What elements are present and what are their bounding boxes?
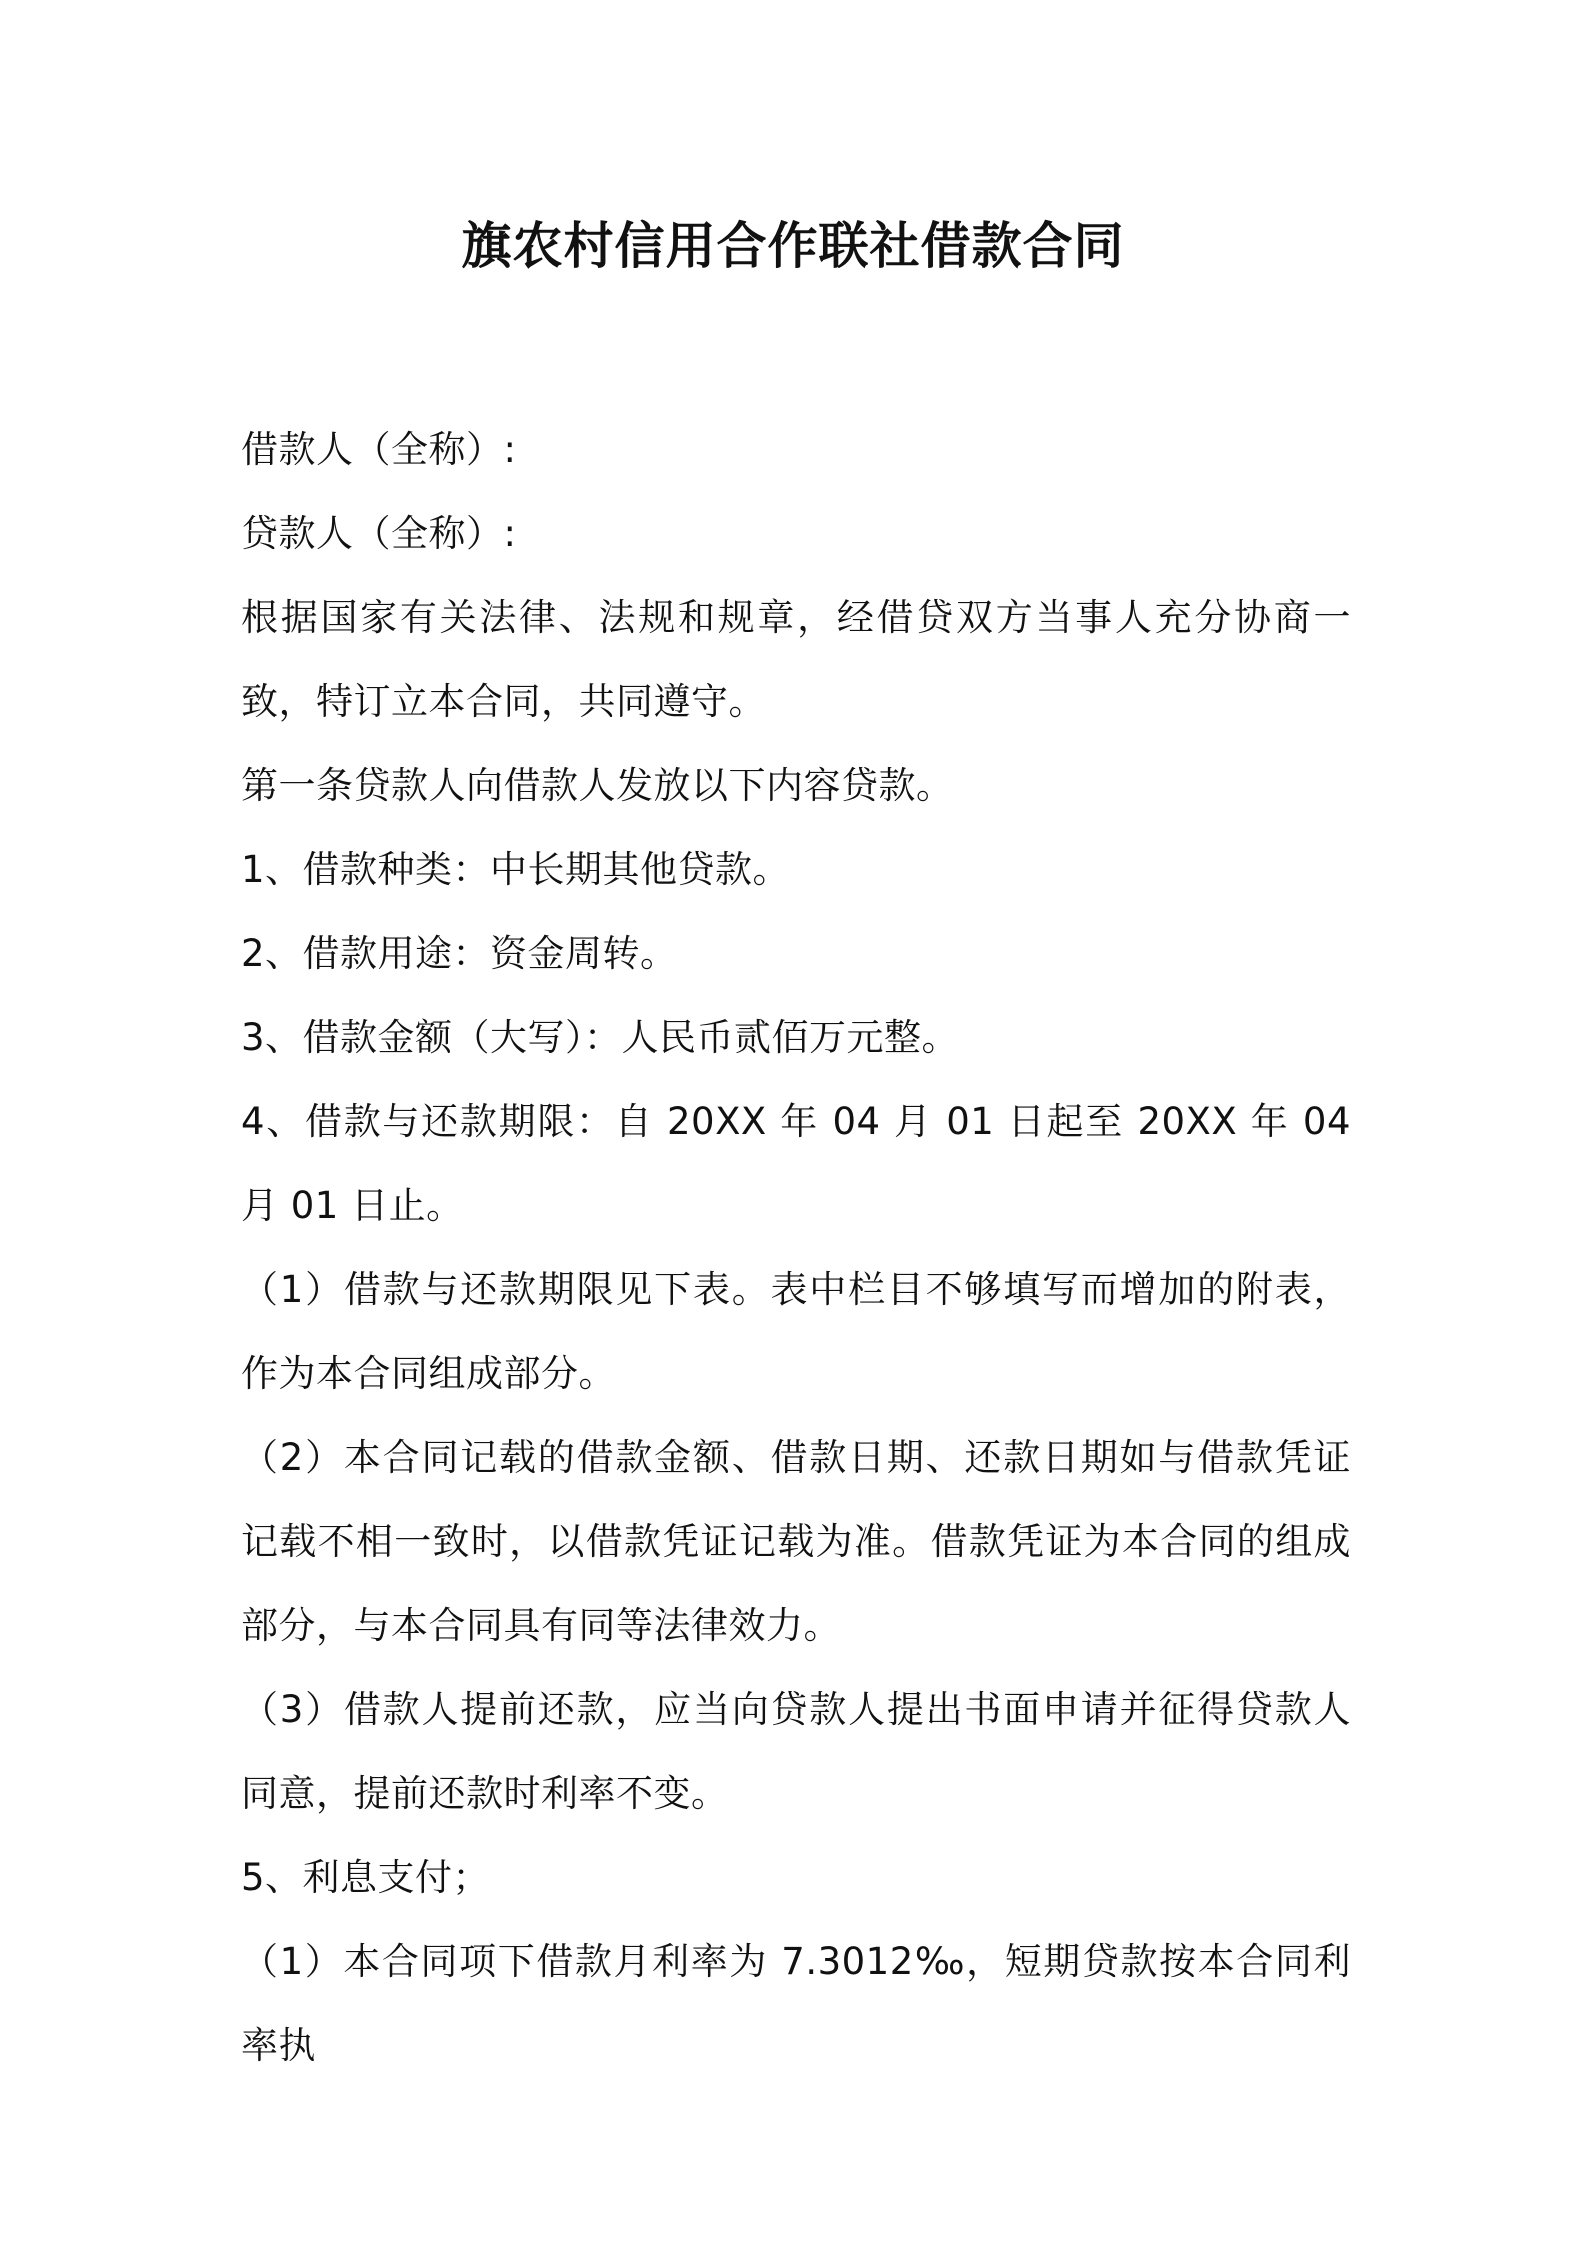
paragraph-article-one: 第一条贷款人向借款人发放以下内容贷款。 — [241, 764, 954, 807]
paragraph-loan-purpose: 2、借款用途：资金周转。 — [241, 932, 678, 975]
paragraph-borrower: 借款人（全称）: — [241, 428, 517, 471]
paragraph-preamble: 根据国家有关法律、法规和规章，经借贷双方当事人充分协商一致，特订立本合同，共同遵守。 — [241, 596, 1351, 723]
paragraph-interest-clause-1: （1）本合同项下借款月利率为 7.3012‰，短期贷款按本合同利率执 — [241, 1940, 1351, 2067]
paragraph-lender: 贷款人（全称）: — [241, 512, 517, 555]
paragraph-term-clause-3: （3）借款人提前还款，应当向贷款人提出书面申请并征得贷款人同意，提前还款时利率不变。 — [241, 1688, 1351, 1815]
paragraph-loan-type: 1、借款种类：中长期其他贷款。 — [241, 848, 791, 891]
paragraph-term-clause-1: （1）借款与还款期限见下表。表中栏目不够填写而增加的附表，作为本合同组成部分。 — [241, 1268, 1351, 1395]
document-title: 旗农村信用合作联社借款合同 — [461, 217, 1125, 275]
paragraph-interest-heading: 5、利息支付； — [241, 1856, 491, 1899]
paragraph-loan-amount: 3、借款金额（大写）：人民币贰佰万元整。 — [241, 1016, 960, 1059]
paragraph-loan-term: 4、借款与还款期限：自 20XX 年 04 月 01 日起至 20XX 年 04 月 01 日止。 — [241, 1100, 1351, 1227]
document-body — [241, 408, 1351, 2088]
paragraph-term-clause-2: （2）本合同记载的借款金额、借款日期、还款日期如与借款凭证记载不相一致时，以借款凭证记载为准。借款凭证为本合同的组成部分，与本合同具有同等法律效力。 — [241, 1436, 1351, 1647]
